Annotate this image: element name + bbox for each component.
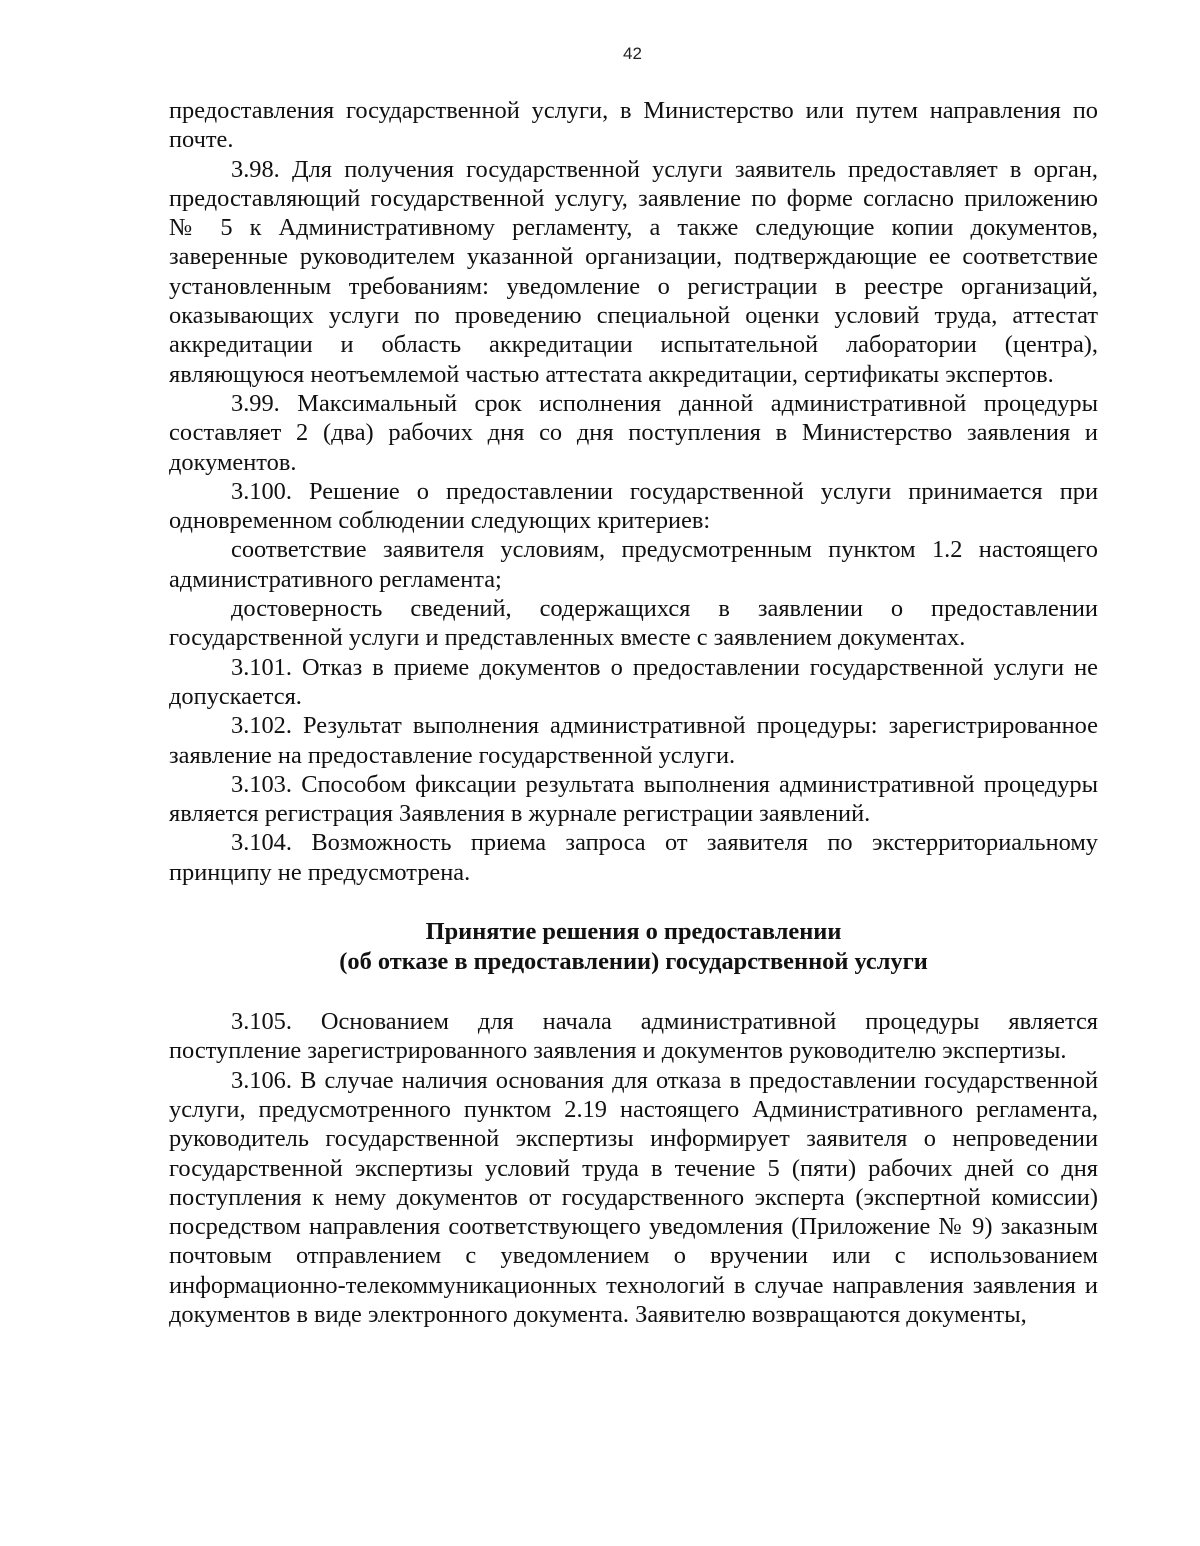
paragraph: 3.101. Отказ в приеме документов о предоставлении государственной услуги не допускается. bbox=[169, 653, 1098, 710]
document-body bbox=[169, 96, 1098, 1329]
paragraph: достоверность сведений, содержащихся в заявлении о предоставлении государственной услуги и представленных вместе с заявлением документах. bbox=[169, 595, 1098, 652]
paragraphs-bottom bbox=[169, 1007, 1098, 1329]
paragraph: 3.105. Основанием для начала административной процедуры является поступление зарегистрированного заявления и документов руководителю экспертизы. bbox=[169, 1008, 1098, 1065]
paragraph: 3.106. В случае наличия основания для отказа в предоставлении государственной услуги, предусмотренного пунктом 2.19 настоящего Административного регламента, руководитель государственной экспертизы информирует заявителя о непроведении государственной экспертизы условий труда в течение 5 (пяти) рабочих дней со дня поступления к нему документов от государственного эксперта (экспертной комиссии) посредством направления соответствующего уведомления (Приложение № 9) заказным почтовым отправлением с уведомлением о вручении или с использованием информационно-телекоммуникационных технологий в случае направления заявления и документов в виде электронного документа. Заявителю возвращаются документы, bbox=[169, 1066, 1098, 1328]
paragraph: предоставления государственной услуги, в Министерство или путем направления по почте. bbox=[169, 97, 1098, 154]
section-heading bbox=[169, 917, 1098, 977]
paragraph: 3.103. Способом фиксации результата выполнения административной процедуры является регистрация Заявления в журнале регистрации заявлений. bbox=[169, 770, 1098, 828]
page-number: 42 bbox=[623, 44, 642, 63]
section-heading-line-1: Принятие решения о предоставлении bbox=[425, 918, 842, 946]
paragraph: 3.102. Результат выполнения административной процедуры: зарегистрированное заявление на предоставление государственной услуги. bbox=[169, 712, 1098, 769]
paragraph: соответствие заявителя условиям, предусмотренным пунктом 1.2 настоящего административного регламента; bbox=[169, 536, 1098, 593]
paragraph: 3.100. Решение о предоставлении государственной услуги принимается при одновременном соблюдении следующих критериев: bbox=[169, 477, 1098, 535]
paragraph: 3.104. Возможность приема запроса от заявителя по экстерриториальному принципу не предусмотрена. bbox=[169, 829, 1098, 886]
paragraph: 3.99. Максимальный срок исполнения данной административной процедуры составляет 2 (два) рабочих дня со дня поступления в Министерство заявления и документов. bbox=[169, 389, 1098, 476]
paragraphs-top bbox=[169, 96, 1098, 887]
paragraph: 3.98. Для получения государственной услуги заявитель предоставляет в орган, предоставляющий государственной услугу, заявление по форме согласно приложению № 5 к Административному регламенту, а также следующие копии документов, заверенные руководителем указанной организации, подтверждающие ее соответствие установленным требованиям: уведомление о регистрации в реестре организаций, оказывающих услуги по проведению специальной оценки условий труда, аттестат аккредитации и область аккредитации испытательной лаборатории (центра), являющуюся неотъемлемой частью аттестата аккредитации, сертификаты экспертов. bbox=[169, 155, 1098, 388]
section-heading-line-2: (об отказе в предоставлении) государственной услуги bbox=[339, 948, 928, 976]
